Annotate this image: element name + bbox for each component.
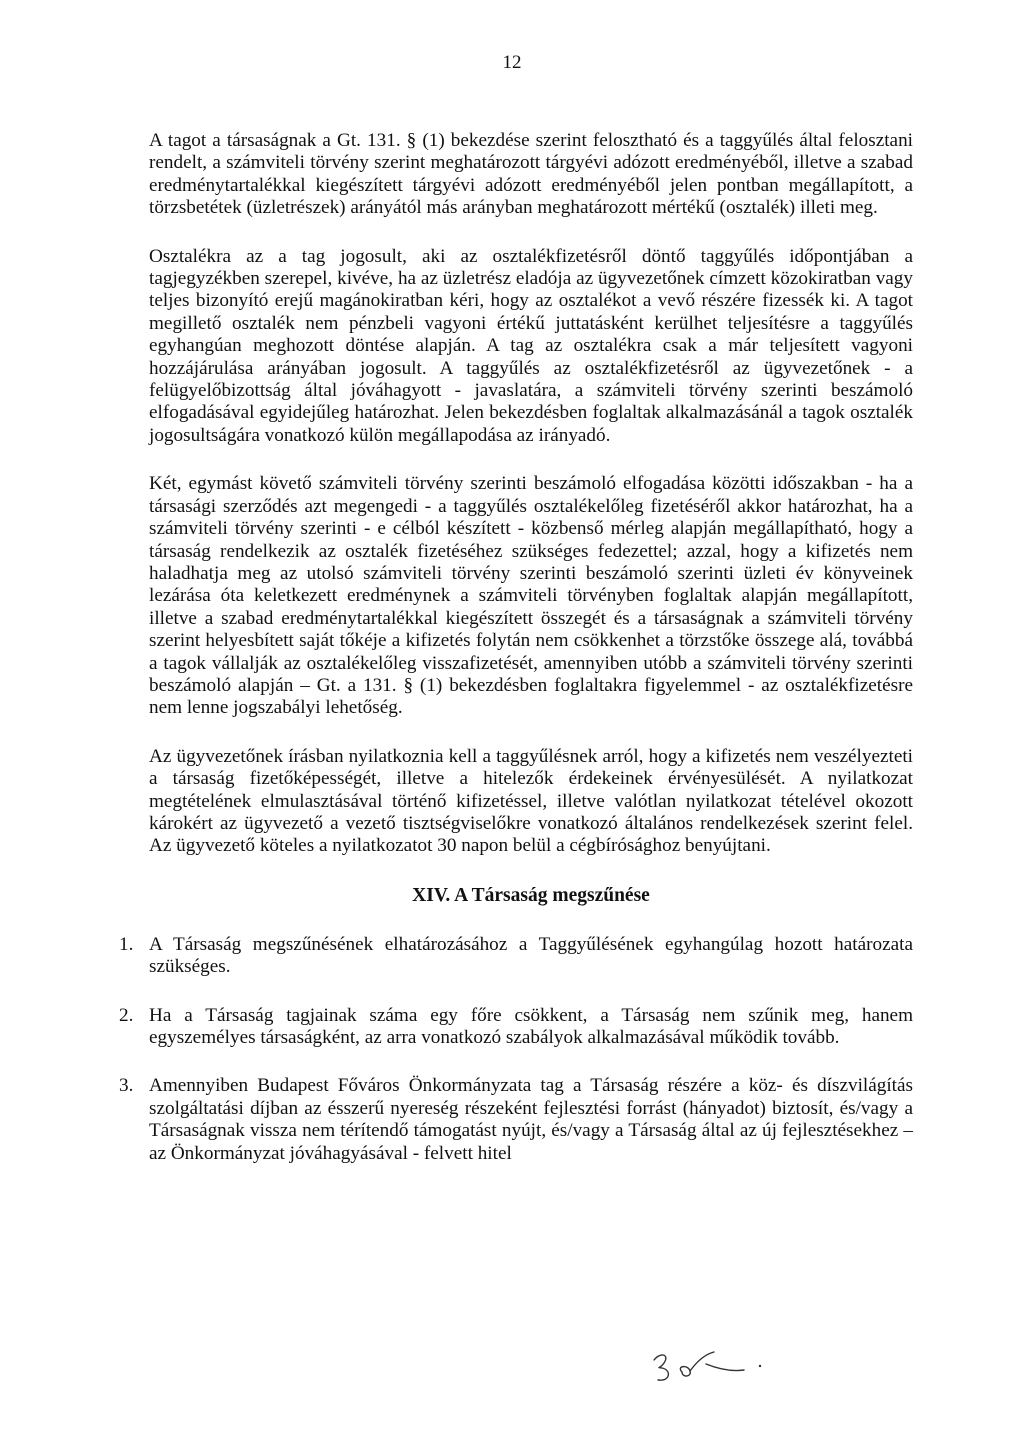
section-title: XIV. A Társaság megszűnése [412,884,650,906]
list-item-number: 2. [119,1004,134,1026]
handwritten-initials-signature [648,1346,770,1388]
list-item-number: 3. [119,1075,134,1097]
paragraph-dividend-entitlement: A tagot a társaságnak a Gt. 131. § (1) bekezdése szerint felosztható és a taggyűlés által felosztani rendelt, a számviteli törvény szerint meghatározott tárgyévi adózott eredményéből, illetve a szabad eredménytartalékkal kiegészített tárgyévi adózott eredményéből jelen pontban megállapított, a törzsbetétek (üzletrészek) arányától más arányban meghatározott mértékű (osztalék) illeti meg. [149,130,913,219]
list-item-number: 1. [119,933,134,955]
paragraph-interim-dividend: Két, egymást követő számviteli törvény szerinti beszámoló elfogadása közötti időszakban - ha a társasági szerződés azt megengedi - a taggyűlés osztalékelőleg fizetéséről akkor határozhat, ha a számviteli törvény szerinti - e célból készített - közbenső mérleg alapján megállapítható, hogy a társaság rendelkezik az osztalék fizetéséhez szükséges fedezettel; azzal, hogy a kifizetés nem haladhatja meg az utolsó számviteli törvény szerinti beszámoló szerinti üzleti év könyveinek lezárása óta keletkezett eredménynek a számviteli törvényben foglaltak alapján megállapított, illetve a szabad eredménytartalékkal kiegészített összegét és a társaságnak a számviteli törvény szerint helyesbített saját tőkéje a kifizetés folytán nem csökkenhet a törzstőke összege alá, továbbá a tagok vállalják az osztalékelőleg visszafizetését, amennyiben utóbb a számviteli törvény szerinti beszámoló alapján – Gt. a 131. § (1) bekezdésben foglaltakra figyelemmel - az osztalékfizetésre nem lenne jogszabályi lehetőség. [149,473,913,719]
document-body [119,130,913,1191]
termination-list [119,933,913,1165]
paragraph-manager-declaration: Az ügyvezetőnek írásban nyilatkoznia kell a taggyűlésnek arról, hogy a kifizetés nem veszélyezteti a társaság fizetőképességét, illetve a hitelezők érdekeinek érvényesülését. A nyilatkozat megtételének elmulasztásával történő kifizetéssel, illetve valótlan nyilatkozat tételével okozott károkért az ügyvezető a vezető tisztségviselőkre vonatkozó általános rendelkezések szerint felel. Az ügyvezető köteles a nyilatkozatot 30 napon belül a cégbírósághoz benyújtani. [149,745,913,857]
list-item-text: Ha a Társaság tagjainak száma egy főre csökkent, a Társaság nem szűnik meg, hanem egyszemélyes társaságként, az arra vonatkozó szabályok alkalmazásával működik tovább. [149,1004,913,1048]
list-item [119,1004,913,1050]
paragraph-dividend-eligibility: Osztalékra az a tag jogosult, aki az osztalékfizetésről döntő taggyűlés időpontjában a tagjegyzékben szerepel, kivéve, ha az üzletrész eladója az ügyvezetőnek címzett közokiratban vagy teljes bizonyító erejű magánokiratban kéri, hogy az osztalékot a vevő részére fizessék ki. A tagot megillető osztalék nem pénzbeli vagyoni értékű juttatásként kerülhet teljesítésre a taggyűlés egyhangúan meghozott döntése alapján. A tag az osztalékra csak a már teljesített vagyoni hozzájárulása arányában jogosult. A taggyűlés az osztalékfizetésről az ügyvezetőnek - a felügyelőbizottság által jóváhagyott - javaslatára, a számviteli törvény szerinti beszámoló elfogadásával egyidejűleg határozhat. Jelen bekezdésben foglaltak alkalmazásánál a tagok osztalék jogosultságára vonatkozó külön megállapodása az irányadó. [149,245,913,446]
list-item [119,1075,913,1165]
list-item-text: Amennyiben Budapest Főváros Önkormányzata tag a Társaság részére a köz- és díszvilágítás szolgáltatási díjban az ésszerű nyereség részeként fejlesztési forrást (hányadot) biztosít, és/vagy a Társaságnak vissza nem térítendő támogatást nyújt, és/vagy a Társaság által az új fejlesztésekhez – az Önkormányzat jóváhagyásával - felvett hitel [149,1075,913,1164]
list-item-text: A Társaság megszűnésének elhatározásához a Taggyűlésének egyhangúlag hozott határozata szükséges. [149,933,913,978]
page-number: 12 [502,52,522,73]
list-item [119,933,913,979]
